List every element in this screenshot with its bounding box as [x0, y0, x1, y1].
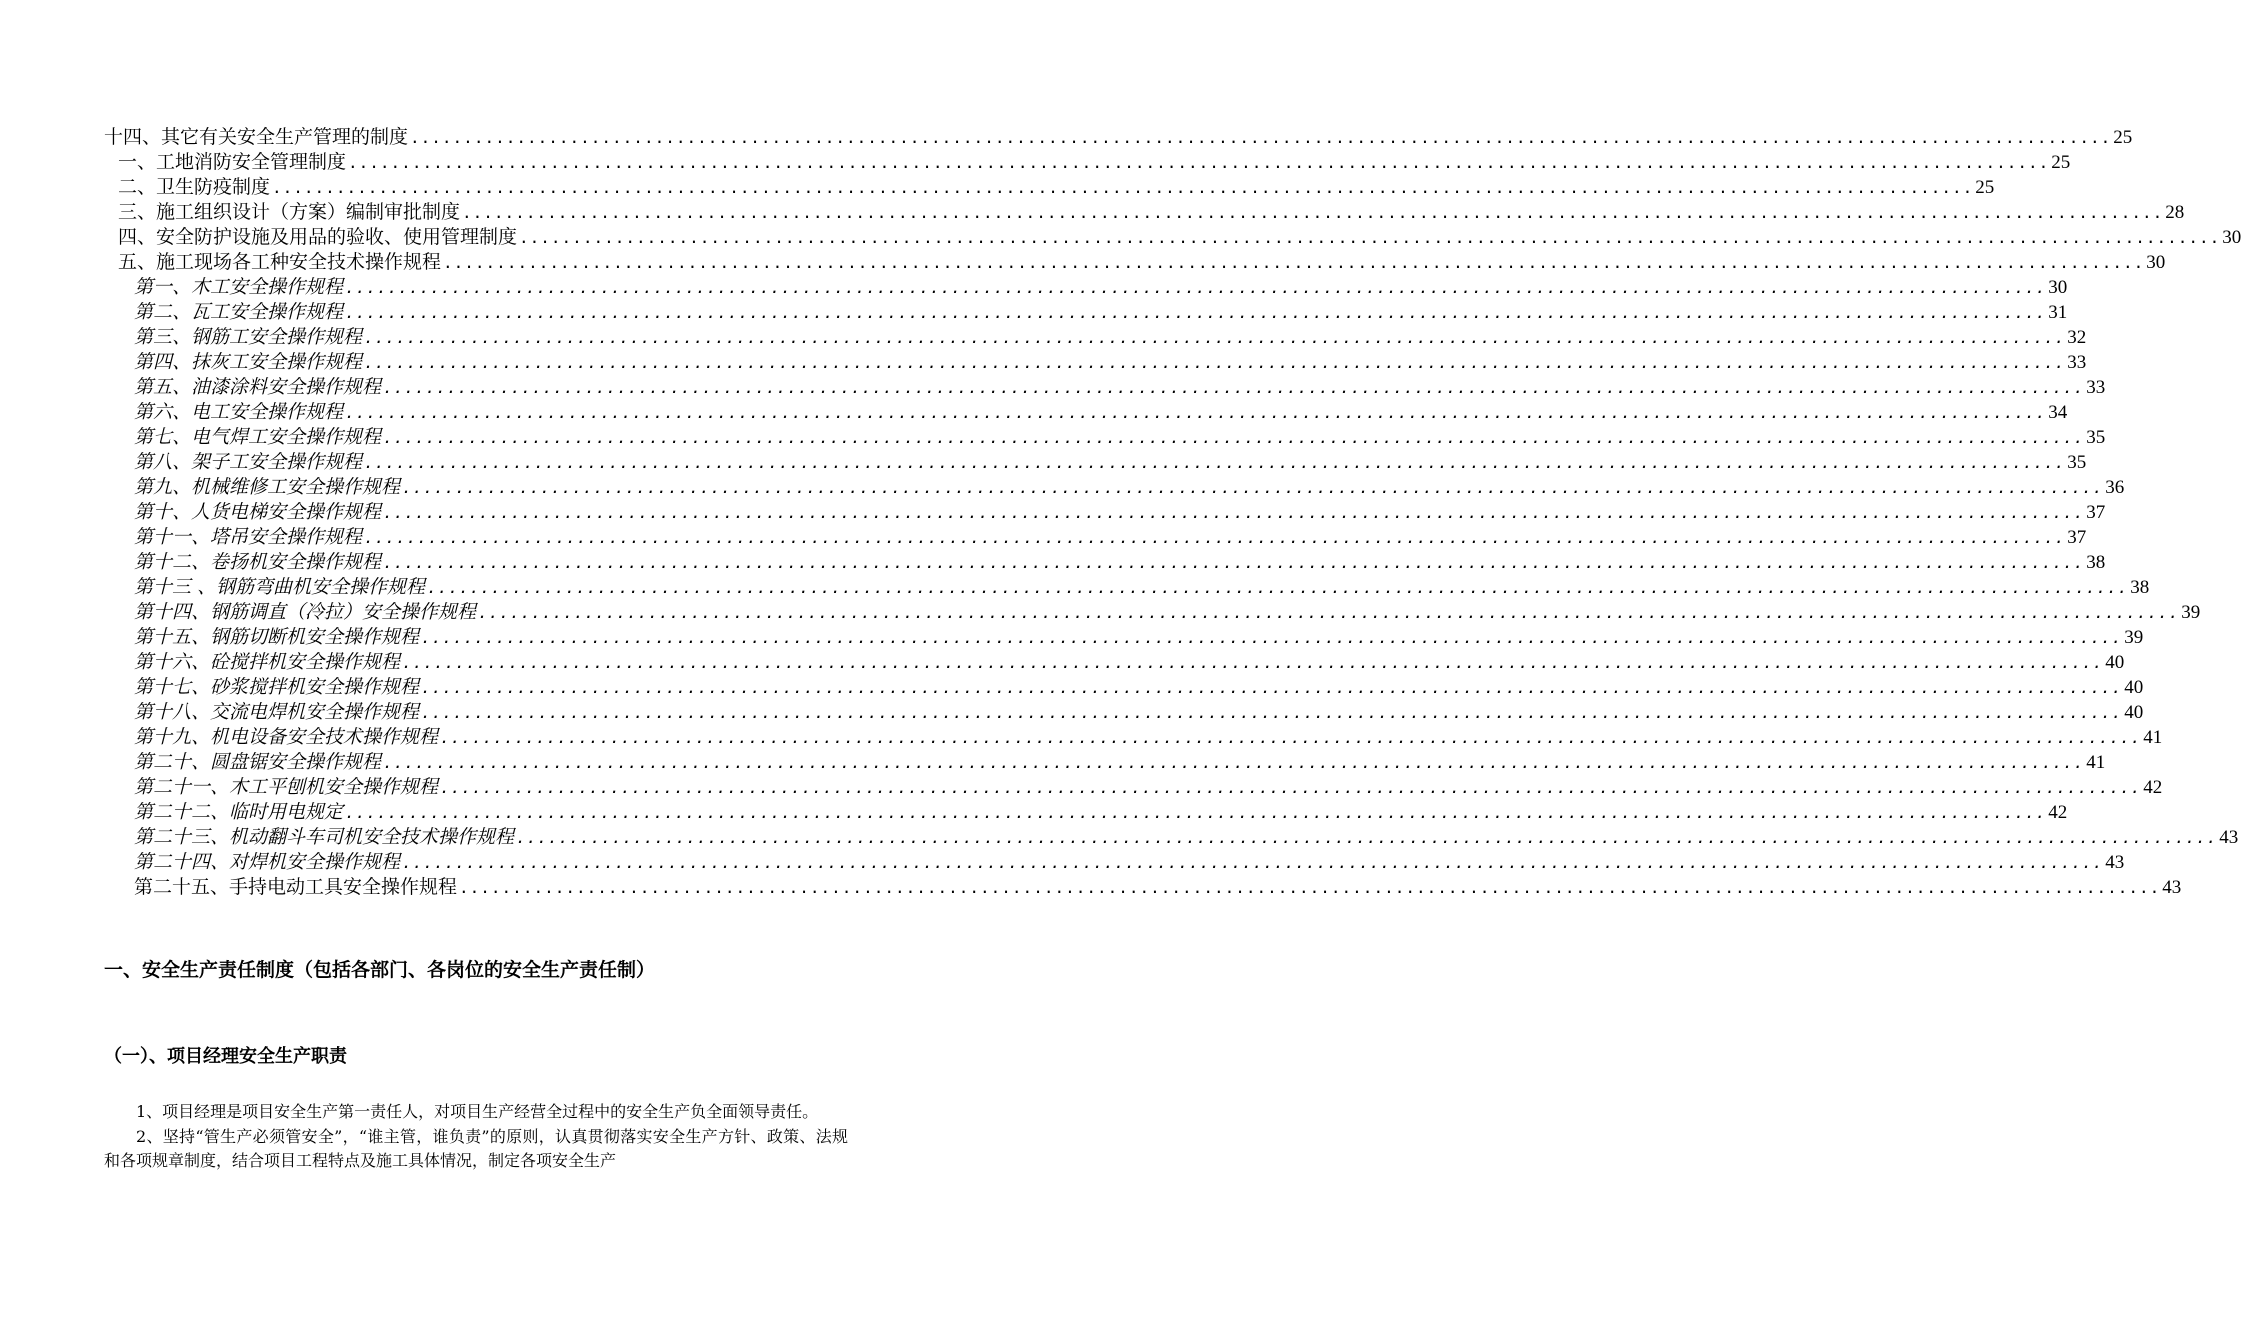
toc-entry[interactable]	[104, 550, 2106, 575]
toc-entry[interactable]	[104, 300, 2068, 325]
toc-entry[interactable]	[104, 600, 2201, 625]
toc-entry-title: 第二十四、对焊机安全操作规程	[134, 851, 401, 873]
toc-page-number: 32	[2067, 327, 2087, 348]
table-of-contents	[104, 125, 2241, 900]
toc-entry-title: 第二十一、木工平刨机安全操作规程	[134, 776, 439, 798]
toc-entry[interactable]	[104, 500, 2106, 525]
toc-entry[interactable]	[104, 775, 2163, 800]
toc-entry-title: 二、卫生防疫制度	[118, 176, 271, 198]
toc-page-number: 36	[2105, 477, 2125, 498]
toc-leader-dots: ................................................................................................................................................................	[421, 703, 2123, 722]
toc-entry-title: 第二十三、机动翻斗车司机安全技术操作规程	[134, 826, 515, 848]
toc-leader-dots: ................................................................................................................................................................	[516, 828, 2218, 847]
toc-page-number: 41	[2143, 727, 2163, 748]
toc-leader-dots: ................................................................................................................................................................	[345, 278, 2047, 297]
toc-entry-title: 第三、钢筋工安全操作规程	[134, 326, 363, 348]
toc-entry-title: 第二十五、手持电动工具安全操作规程	[134, 876, 458, 898]
toc-entry[interactable]	[104, 700, 2144, 725]
toc-leader-dots: ................................................................................................................................................................	[383, 503, 2085, 522]
toc-page-number: 40	[2124, 677, 2144, 698]
toc-entry-title: 第八、架子工安全操作规程	[134, 451, 363, 473]
toc-entry-title: 十四、其它有关安全生产管理的制度	[104, 126, 409, 148]
toc-leader-dots: ................................................................................................................................................................	[364, 453, 2066, 472]
toc-entry[interactable]	[104, 325, 2087, 350]
toc-entry-title: 第十四、钢筋调直（冷拉）安全操作规程	[134, 601, 477, 623]
toc-entry[interactable]	[104, 850, 2125, 875]
toc-entry-title: 第五、油漆涂料安全操作规程	[134, 376, 382, 398]
toc-leader-dots: ................................................................................................................................................................	[421, 678, 2123, 697]
toc-entry[interactable]	[104, 825, 2239, 850]
toc-entry[interactable]	[104, 150, 2071, 175]
toc-entry[interactable]	[104, 175, 1995, 200]
toc-page-number: 37	[2067, 527, 2087, 548]
toc-page-number: 30	[2222, 227, 2241, 248]
toc-entry[interactable]	[104, 475, 2125, 500]
toc-entry[interactable]	[104, 200, 2185, 225]
toc-leader-dots: ................................................................................................................................................................	[383, 428, 2085, 447]
toc-leader-dots: ................................................................................................................................................................	[519, 228, 2221, 247]
toc-page-number: 42	[2143, 777, 2163, 798]
toc-leader-dots: ................................................................................................................................................................	[348, 153, 2050, 172]
toc-page-number: 40	[2105, 652, 2125, 673]
toc-entry[interactable]	[104, 675, 2144, 700]
toc-page-number: 25	[2113, 127, 2133, 148]
toc-entry[interactable]	[104, 750, 2106, 775]
toc-entry-title: 第十九、机电设备安全技术操作规程	[134, 726, 439, 748]
toc-entry-title: 第二十、圆盘锯安全操作规程	[134, 751, 382, 773]
toc-leader-dots: ................................................................................................................................................................	[345, 803, 2047, 822]
toc-leader-dots: ................................................................................................................................................................	[364, 328, 2066, 347]
toc-page-number: 43	[2162, 877, 2182, 898]
toc-entry[interactable]	[104, 725, 2163, 750]
toc-entry[interactable]	[104, 650, 2125, 675]
toc-entry-title: 第十七、砂浆搅拌机安全操作规程	[134, 676, 420, 698]
toc-page-number: 39	[2124, 627, 2144, 648]
toc-page-number: 43	[2219, 827, 2239, 848]
toc-entry-title: 第十五、钢筋切断机安全操作规程	[134, 626, 420, 648]
toc-page-number: 30	[2146, 252, 2166, 273]
toc-leader-dots: ................................................................................................................................................................	[345, 403, 2047, 422]
toc-leader-dots: ................................................................................................................................................................	[364, 528, 2066, 547]
toc-leader-dots: ................................................................................................................................................................	[364, 353, 2066, 372]
toc-entry-title: 三、施工组织设计（方案）编制审批制度	[118, 201, 461, 223]
toc-page-number: 35	[2067, 452, 2087, 473]
toc-leader-dots: ................................................................................................................................................................	[402, 853, 2104, 872]
toc-entry[interactable]	[104, 800, 2068, 825]
toc-leader-dots: ................................................................................................................................................................	[440, 778, 2142, 797]
toc-page-number: 33	[2086, 377, 2106, 398]
toc-page-number: 42	[2048, 802, 2068, 823]
toc-leader-dots: ................................................................................................................................................................	[345, 303, 2047, 322]
paragraph: 1、项目经理是项目安全生产第一责任人，对项目生产经营全过程中的安全生产负全面领导责任。	[136, 1102, 819, 1121]
toc-entry-title: 第十一、塔吊安全操作规程	[134, 526, 363, 548]
body-text	[104, 1100, 848, 1174]
toc-page-number: 40	[2124, 702, 2144, 723]
toc-entry[interactable]	[104, 400, 2068, 425]
toc-leader-dots: ................................................................................................................................................................	[440, 728, 2142, 747]
toc-entry-title: 第二十二、临时用电规定	[134, 801, 344, 823]
toc-entry[interactable]	[104, 625, 2144, 650]
toc-leader-dots: ................................................................................................................................................................	[478, 603, 2180, 622]
paragraph: 2、坚持“管生产必须管安全”，“谁主管，谁负责”的原则，认真贯彻落实安全生产方针、政策、法规和各项规章制度，结合项目工程特点及施工具体情况，制定各项安全生产	[104, 1126, 848, 1170]
toc-entry-title: 第九、机械维修工安全操作规程	[134, 476, 401, 498]
toc-page-number: 41	[2086, 752, 2106, 773]
toc-page-number: 25	[2051, 152, 2071, 173]
toc-page-number: 25	[1975, 177, 1995, 198]
toc-entry-title: 第十二、卷扬机安全操作规程	[134, 551, 382, 573]
toc-entry-title: 第十八、交流电焊机安全操作规程	[134, 701, 420, 723]
toc-entry-title: 第二、瓦工安全操作规程	[134, 301, 344, 323]
toc-leader-dots: ................................................................................................................................................................	[410, 128, 2112, 147]
toc-entry[interactable]	[104, 875, 2182, 900]
toc-leader-dots: ................................................................................................................................................................	[459, 878, 2161, 897]
toc-leader-dots: ................................................................................................................................................................	[421, 628, 2123, 647]
toc-page-number: 38	[2130, 577, 2150, 598]
toc-leader-dots: ................................................................................................................................................................	[443, 253, 2145, 272]
toc-entry[interactable]	[104, 250, 2166, 275]
toc-entry-title: 第十三 、钢筋弯曲机安全操作规程	[134, 576, 426, 598]
toc-leader-dots: ................................................................................................................................................................	[383, 378, 2085, 397]
toc-entry[interactable]	[104, 125, 2133, 150]
toc-entry[interactable]	[104, 525, 2087, 550]
toc-page-number: 43	[2105, 852, 2125, 873]
toc-entry[interactable]	[104, 375, 2106, 400]
toc-entry-title: 第四、抹灰工安全操作规程	[134, 351, 363, 373]
toc-entry[interactable]	[104, 225, 2241, 250]
toc-entry-title: 第一、木工安全操作规程	[134, 276, 344, 298]
toc-page-number: 37	[2086, 502, 2106, 523]
toc-entry[interactable]	[104, 575, 2150, 600]
toc-page-number: 34	[2048, 402, 2068, 423]
toc-page-number: 35	[2086, 427, 2106, 448]
toc-entry-title: 一、工地消防安全管理制度	[118, 151, 347, 173]
toc-page-number: 30	[2048, 277, 2068, 298]
toc-entry-title: 五、施工现场各工种安全技术操作规程	[118, 251, 442, 273]
toc-leader-dots: ................................................................................................................................................................	[462, 203, 2164, 222]
toc-leader-dots: ................................................................................................................................................................	[402, 478, 2104, 497]
toc-entry-title: 四、安全防护设施及用品的验收、使用管理制度	[118, 226, 518, 248]
toc-leader-dots: ................................................................................................................................................................	[383, 553, 2085, 572]
toc-entry[interactable]	[104, 350, 2087, 375]
toc-page-number: 38	[2086, 552, 2106, 573]
toc-entry-title: 第七、电气焊工安全操作规程	[134, 426, 382, 448]
toc-leader-dots: ................................................................................................................................................................	[402, 653, 2104, 672]
section-heading: 一、安全生产责任制度（包括各部门、各岗位的安全生产责任制）	[104, 959, 656, 981]
toc-page-number: 28	[2165, 202, 2185, 223]
toc-page-number: 31	[2048, 302, 2068, 323]
toc-entry-title: 第六、电工安全操作规程	[134, 401, 344, 423]
toc-entry-title: 第十、人货电梯安全操作规程	[134, 501, 382, 523]
toc-leader-dots: ................................................................................................................................................................	[427, 578, 2129, 597]
subsection-heading: （一）、项目经理安全生产职责	[104, 1046, 347, 1067]
toc-entry[interactable]	[104, 425, 2106, 450]
toc-page-number: 33	[2067, 352, 2087, 373]
toc-leader-dots: ................................................................................................................................................................	[383, 753, 2085, 772]
toc-entry[interactable]	[104, 450, 2087, 475]
toc-page-number: 39	[2181, 602, 2201, 623]
toc-leader-dots: ................................................................................................................................................................	[272, 178, 1974, 197]
toc-entry[interactable]	[104, 275, 2068, 300]
toc-entry-title: 第十六、砼搅拌机安全操作规程	[134, 651, 401, 673]
